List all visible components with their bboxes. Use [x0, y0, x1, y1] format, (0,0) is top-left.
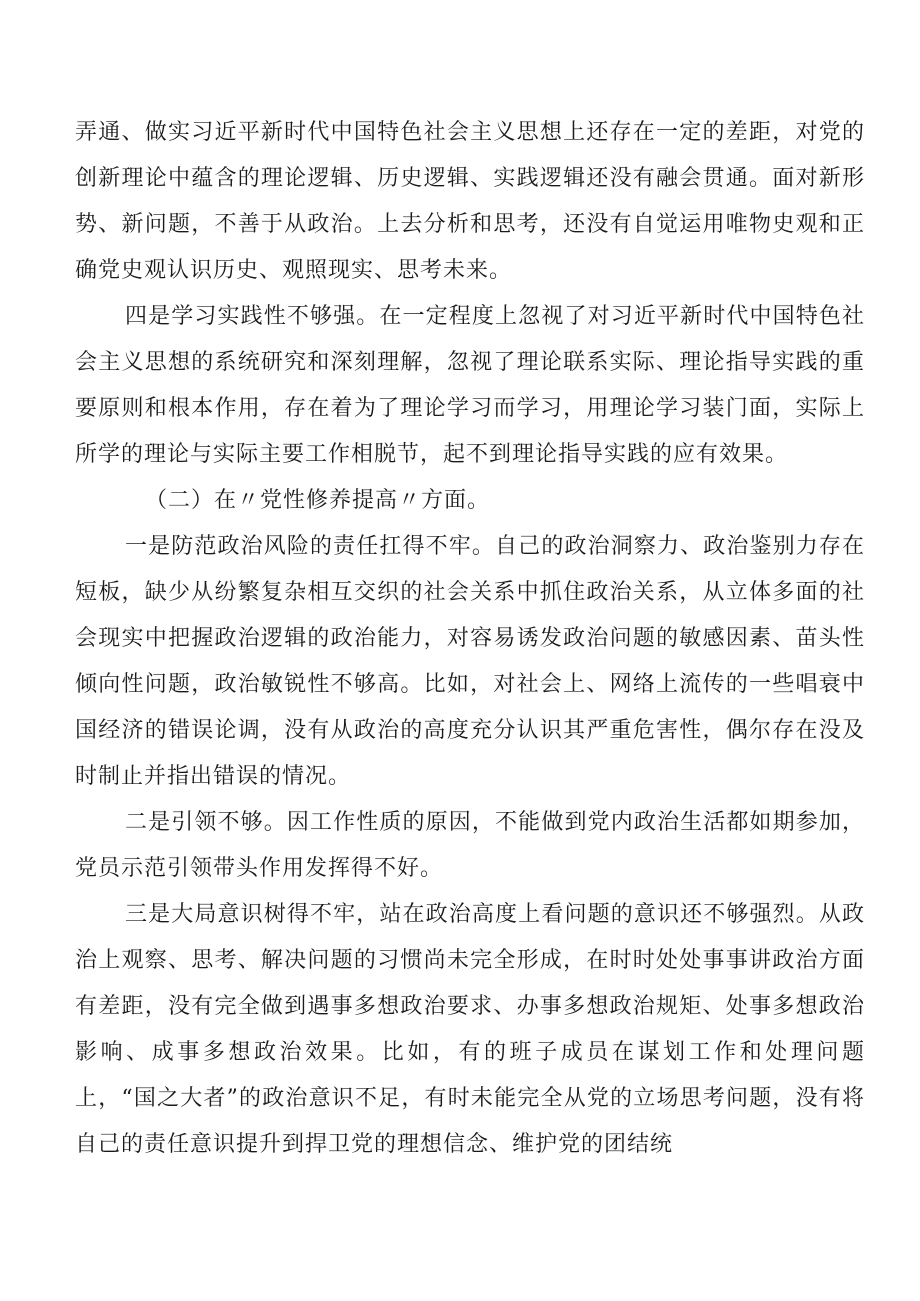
paragraph-item-three: 三是大局意识树得不牢，站在政治高度上看问题的意识还不够强烈。从政治上观察、思考、解决问题的习惯尚未完全形成，在时时处处事事讲政治方面有差距，没有完全做到遇事多想政治要求、办事多想政治规矩、处事多想政治影响、成事多想政治效果。比如，有的班子成员在谋划工作和处理问题上，“国之大者”的政治意识不足，有时未能完全从党的立场思考问题，没有将自己的责任意识提升到捍卫党的理想信念、维护党的团结统: [75, 902, 865, 1157]
document-body: [75, 110, 865, 1168]
paragraph-item-two: 二是引领不够。因工作性质的原因，不能做到党内政治生活都如期参加，党员示范引领带头作用发挥得不好。: [75, 810, 865, 881]
section-heading: （二）在〃党性修养提高〃方面。: [145, 488, 491, 513]
paragraph-item-four: 四是学习实践性不够强。在一定程度上忽视了对习近平新时代中国特色社会主义思想的系统研究和深刻理解，忽视了理论联系实际、理论指导实践的重要原则和根本作用，存在着为了理论学习而学习，用理论学习装门面，实际上所学的理论与实际主要工作相脱节，起不到理论指导实践的应有效果。: [75, 304, 865, 467]
paragraph-continuation: 弄通、做实习近平新时代中国特色社会主义思想上还存在一定的差距，对党的创新理论中蕴含的理论逻辑、历史逻辑、实践逻辑还没有融会贯通。面对新形势、新问题，不善于从政治。上去分析和思考，还没有自觉运用唯物史观和正确党史观认识历史、观照现实、思考未来。: [75, 120, 865, 283]
paragraph-item-one: 一是防范政治风险的责任扛得不牢。自己的政治洞察力、政治鉴别力存在短板，缺少从纷繁复杂相互交织的社会关系中抓住政治关系，从立体多面的社会现实中把握政治逻辑的政治能力，对容易诱发政治问题的敏感因素、苗头性倾向性问题，政治敏锐性不够高。比如，对社会上、网络上流传的一些唱衰中国经济的错误论调，没有从政治的高度充分认识其严重危害性，偶尔存在没及时制止并指出错误的情况。: [75, 534, 865, 789]
